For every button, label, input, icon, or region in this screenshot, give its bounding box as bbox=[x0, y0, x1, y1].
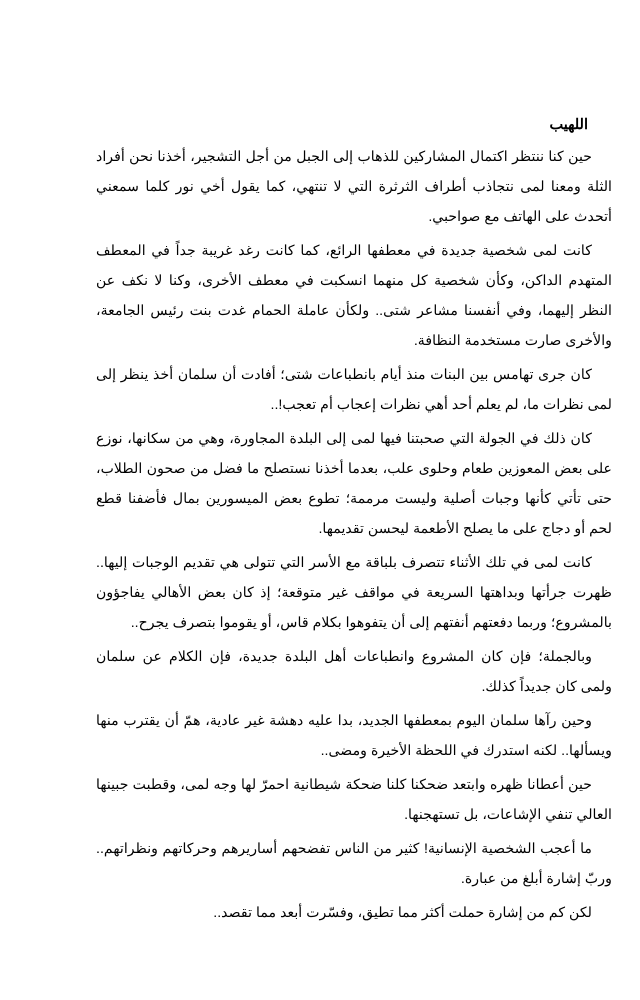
paragraph-1: حين كنا ننتظر اكتمال المشاركين للذهاب إلى الجبل من أجل التشجير، أخذنا نحن أفراد الثلة ومعنا لمى نتجاذب أطراف الثرثرة التي لا تنتهي، كما يقول أخي نور كلما سمعني أتحدث على الهاتف مع صواحبي. bbox=[96, 149, 612, 225]
paragraph-10: لكن كم من إشارة حملت أكثر مما تطيق، وفسّرت أبعد مما تقصد.. bbox=[213, 905, 592, 921]
paragraph-4: كان ذلك في الجولة التي صحبتنا فيها لمى إلى البلدة المجاورة، وهي من سكانها، نوزع على بعض المعوزين طعام وحلوى علب، بعدما أخذنا نستصلح ما فضل من صحون الطلاب، حتى تأتي كأنها وجبات أصلية وليست مرممة؛ تطوع بعض الميسورين بمال فأضفنا قطع لحم أو دجاج على ما يصلح الأطعمة ليحسن تقديمها. bbox=[96, 431, 612, 537]
paragraph-5: كانت لمى في تلك الأثناء تتصرف بلباقة مع الأسر التي تتولى هي تقديم الوجبات إليها.. ظهرت جرأتها وبداهتها السريعة في مواقف غير متوقعة؛ إذ كان بعض الأهالي يفاجؤون بالمشروع؛ وربما دفعتهم أنفتهم إلى أن يتفوهوا بكلام قاس، أو يقوموا بتصرف يجرح.. bbox=[96, 555, 612, 631]
paragraph-7: وحين رآها سلمان اليوم بمعطفها الجديد، بدا عليه دهشة غير عادية، همّ أن يقترب منها ويسألها.. لكنه استدرك في اللحظة الأخيرة ومضى.. bbox=[96, 713, 612, 759]
paragraph-8: حين أعطانا ظهره وابتعد ضحكنا كلنا ضحكة شيطانية احمرّ لها وجه لمى، وقطبت جبينها العالي تنفي الإشاعات، بل تستهجنها. bbox=[96, 777, 612, 823]
paragraph-2: كانت لمى شخصية جديدة في معطفها الرائع، كما كانت رغد غريبة جداً في المعطف المتهدم الداكن، وكأن شخصية كل منهما انسكبت في معطف الأخرى، وكنا لا نكف عن النظر إليهما، وفي أنفسنا مشاعر شتى.. ولكأن عاملة الحمام غدت بنت رئيس الجامعة، والأخرى صارت مستخدمة النظافة. bbox=[96, 243, 612, 349]
paragraph-9: ما أعجب الشخصية الإنسانية! كثير من الناس تفضحهم أساريرهم وحركاتهم ونظراتهم.. وربّ إشارة أبلغ من عبارة. bbox=[96, 841, 612, 887]
paragraph-6: وبالجملة؛ فإن كان المشروع وانطباعات أهل البلدة جديدة، فإن الكلام عن سلمان ولمى كان جديداً كذلك. bbox=[96, 649, 612, 695]
document-title: اللهيب bbox=[549, 117, 588, 133]
paragraph-3: كان جرى تهامس بين البنات منذ أيام بانطباعات شتى؛ أفادت أن سلمان أخذ ينظر إلى لمى نظرات ما، لم يعلم أحد أهي نظرات إعجاب أم تعجب!.. bbox=[96, 367, 612, 413]
document-body bbox=[96, 110, 612, 932]
